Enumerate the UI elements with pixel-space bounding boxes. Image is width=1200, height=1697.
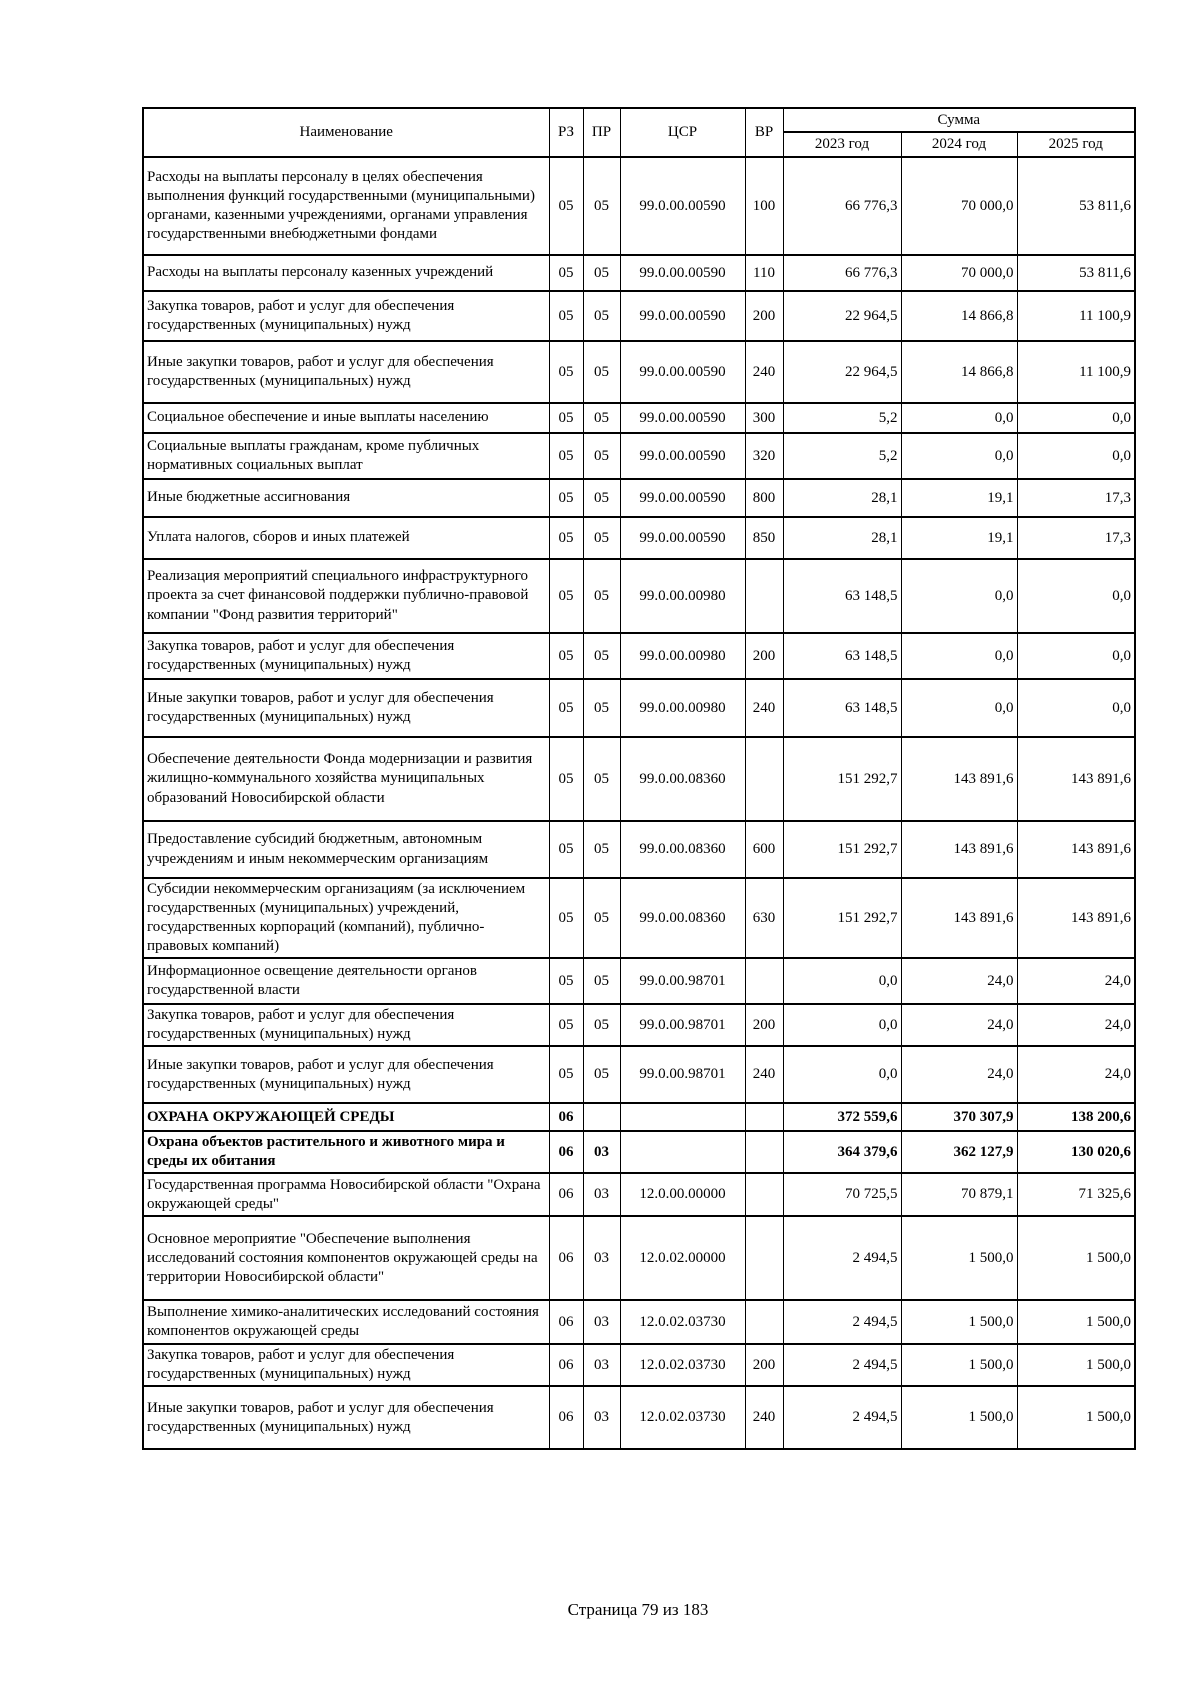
cell-csr: 99.0.00.00590 xyxy=(620,433,745,479)
table-row xyxy=(143,479,1135,517)
cell-rz: 05 xyxy=(549,1004,583,1046)
cell-rz: 05 xyxy=(549,433,583,479)
cell-2025: 143 891,6 xyxy=(1017,737,1135,821)
table-row xyxy=(143,1344,1135,1386)
cell-2025: 24,0 xyxy=(1017,1046,1135,1103)
table-row xyxy=(143,157,1135,255)
cell-name: Иные закупки товаров, работ и услуг для обеспечения государственных (муниципальных) нужд xyxy=(143,1046,549,1103)
cell-2023: 70 725,5 xyxy=(783,1173,901,1216)
cell-csr: 99.0.00.08360 xyxy=(620,821,745,878)
cell-2023: 2 494,5 xyxy=(783,1386,901,1449)
cell-2025: 17,3 xyxy=(1017,479,1135,517)
cell-2023: 28,1 xyxy=(783,517,901,559)
table-row xyxy=(143,291,1135,341)
cell-pr: 03 xyxy=(583,1344,620,1386)
cell-rz: 06 xyxy=(549,1386,583,1449)
cell-rz: 05 xyxy=(549,403,583,433)
cell-pr: 03 xyxy=(583,1131,620,1173)
cell-csr: 12.0.02.03730 xyxy=(620,1386,745,1449)
cell-csr: 99.0.00.00590 xyxy=(620,291,745,341)
budget-table xyxy=(142,107,1136,1450)
cell-rz: 05 xyxy=(549,1046,583,1103)
cell-vr: 200 xyxy=(745,291,783,341)
cell-2024: 362 127,9 xyxy=(901,1131,1017,1173)
cell-csr: 99.0.00.00590 xyxy=(620,403,745,433)
cell-2025: 138 200,6 xyxy=(1017,1103,1135,1131)
cell-2025: 11 100,9 xyxy=(1017,341,1135,403)
cell-csr: 99.0.00.00590 xyxy=(620,517,745,559)
cell-csr: 99.0.00.00590 xyxy=(620,479,745,517)
cell-vr: 100 xyxy=(745,157,783,255)
table-row xyxy=(143,633,1135,679)
cell-pr: 05 xyxy=(583,255,620,291)
cell-2024: 1 500,0 xyxy=(901,1386,1017,1449)
cell-pr: 05 xyxy=(583,433,620,479)
cell-rz: 06 xyxy=(549,1344,583,1386)
cell-vr xyxy=(745,737,783,821)
cell-name: Закупка товаров, работ и услуг для обеспечения государственных (муниципальных) нужд xyxy=(143,1004,549,1046)
table-row xyxy=(143,559,1135,633)
table-row xyxy=(143,403,1135,433)
cell-name: Предоставление субсидий бюджетным, автономным учреждениям и иным некоммерческим организациям xyxy=(143,821,549,878)
cell-vr: 240 xyxy=(745,1386,783,1449)
table-row xyxy=(143,679,1135,737)
cell-rz: 05 xyxy=(549,291,583,341)
cell-2023: 151 292,7 xyxy=(783,821,901,878)
cell-2023: 63 148,5 xyxy=(783,559,901,633)
cell-pr: 05 xyxy=(583,291,620,341)
cell-2024: 24,0 xyxy=(901,1004,1017,1046)
table-row xyxy=(143,1173,1135,1216)
cell-pr: 05 xyxy=(583,679,620,737)
cell-pr: 05 xyxy=(583,737,620,821)
cell-name: Основное мероприятие "Обеспечение выполнения исследований состояния компонентов окружающей среды на территории Новосибирской области" xyxy=(143,1216,549,1300)
cell-rz: 06 xyxy=(549,1216,583,1300)
cell-2025: 1 500,0 xyxy=(1017,1386,1135,1449)
cell-2023: 0,0 xyxy=(783,1046,901,1103)
cell-vr: 300 xyxy=(745,403,783,433)
cell-pr: 05 xyxy=(583,341,620,403)
cell-2024: 0,0 xyxy=(901,403,1017,433)
cell-name: Обеспечение деятельности Фонда модернизации и развития жилищно-коммунального хозяйства муниципальных образований Новосибирской области xyxy=(143,737,549,821)
cell-csr: 99.0.00.00590 xyxy=(620,255,745,291)
cell-rz: 05 xyxy=(549,633,583,679)
cell-2025: 130 020,6 xyxy=(1017,1131,1135,1173)
cell-rz: 06 xyxy=(549,1131,583,1173)
col-header-2025: 2025 год xyxy=(1017,132,1135,157)
cell-vr xyxy=(745,958,783,1004)
cell-2023: 0,0 xyxy=(783,958,901,1004)
table-row xyxy=(143,1046,1135,1103)
cell-name: Закупка товаров, работ и услуг для обеспечения государственных (муниципальных) нужд xyxy=(143,1344,549,1386)
cell-2024: 24,0 xyxy=(901,958,1017,1004)
cell-vr: 240 xyxy=(745,341,783,403)
table-row xyxy=(143,341,1135,403)
cell-pr: 05 xyxy=(583,633,620,679)
cell-csr: 99.0.00.98701 xyxy=(620,1004,745,1046)
cell-rz: 05 xyxy=(549,737,583,821)
cell-2024: 0,0 xyxy=(901,679,1017,737)
cell-name: Иные закупки товаров, работ и услуг для обеспечения государственных (муниципальных) нужд xyxy=(143,1386,549,1449)
page-number-footer: Страница 79 из 183 xyxy=(567,1600,709,1619)
cell-2024: 70 000,0 xyxy=(901,255,1017,291)
table-row xyxy=(143,1386,1135,1449)
cell-csr: 99.0.00.08360 xyxy=(620,737,745,821)
cell-vr: 600 xyxy=(745,821,783,878)
cell-2025: 1 500,0 xyxy=(1017,1300,1135,1344)
table-row xyxy=(143,1131,1135,1173)
cell-vr xyxy=(745,1173,783,1216)
cell-2025: 0,0 xyxy=(1017,679,1135,737)
cell-2025: 0,0 xyxy=(1017,559,1135,633)
cell-vr xyxy=(745,1103,783,1131)
cell-pr: 05 xyxy=(583,517,620,559)
cell-rz: 05 xyxy=(549,679,583,737)
cell-2024: 1 500,0 xyxy=(901,1300,1017,1344)
cell-pr: 03 xyxy=(583,1216,620,1300)
cell-csr: 12.0.02.03730 xyxy=(620,1344,745,1386)
col-header-pr: ПР xyxy=(583,108,620,157)
cell-2025: 143 891,6 xyxy=(1017,821,1135,878)
cell-vr: 110 xyxy=(745,255,783,291)
cell-2023: 63 148,5 xyxy=(783,679,901,737)
cell-rz: 06 xyxy=(549,1103,583,1131)
cell-rz: 05 xyxy=(549,878,583,958)
cell-vr: 850 xyxy=(745,517,783,559)
cell-2023: 22 964,5 xyxy=(783,291,901,341)
cell-2023: 151 292,7 xyxy=(783,878,901,958)
cell-2025: 1 500,0 xyxy=(1017,1344,1135,1386)
col-header-csr: ЦСР xyxy=(620,108,745,157)
cell-2024: 370 307,9 xyxy=(901,1103,1017,1131)
cell-2023: 364 379,6 xyxy=(783,1131,901,1173)
cell-pr xyxy=(583,1103,620,1131)
table-row xyxy=(143,1004,1135,1046)
cell-csr: 99.0.00.98701 xyxy=(620,1046,745,1103)
header-row-1 xyxy=(143,108,1135,132)
cell-pr: 03 xyxy=(583,1300,620,1344)
table-row xyxy=(143,433,1135,479)
cell-name: Социальные выплаты гражданам, кроме публичных нормативных социальных выплат xyxy=(143,433,549,479)
cell-name: Субсидии некоммерческим организациям (за исключением государственных (муниципальных) учреждений, государственных корпораций (компаний), публично-правовых компаний) xyxy=(143,878,549,958)
table-row xyxy=(143,255,1135,291)
col-header-name: Наименование xyxy=(143,108,549,157)
cell-name: Иные закупки товаров, работ и услуг для обеспечения государственных (муниципальных) нужд xyxy=(143,341,549,403)
cell-2025: 71 325,6 xyxy=(1017,1173,1135,1216)
cell-2023: 2 494,5 xyxy=(783,1216,901,1300)
cell-pr: 05 xyxy=(583,403,620,433)
cell-vr: 240 xyxy=(745,679,783,737)
table-row xyxy=(143,878,1135,958)
cell-name: Иные закупки товаров, работ и услуг для обеспечения государственных (муниципальных) нужд xyxy=(143,679,549,737)
cell-pr: 05 xyxy=(583,958,620,1004)
table-row xyxy=(143,517,1135,559)
cell-2025: 17,3 xyxy=(1017,517,1135,559)
cell-csr: 99.0.00.98701 xyxy=(620,958,745,1004)
cell-2025: 11 100,9 xyxy=(1017,291,1135,341)
cell-2025: 53 811,6 xyxy=(1017,157,1135,255)
col-header-2023: 2023 год xyxy=(783,132,901,157)
cell-2024: 14 866,8 xyxy=(901,291,1017,341)
cell-2024: 0,0 xyxy=(901,559,1017,633)
cell-2024: 19,1 xyxy=(901,479,1017,517)
cell-csr: 99.0.00.08360 xyxy=(620,878,745,958)
cell-name: Государственная программа Новосибирской области "Охрана окружающей среды" xyxy=(143,1173,549,1216)
cell-vr xyxy=(745,1131,783,1173)
cell-vr: 200 xyxy=(745,1004,783,1046)
cell-2024: 24,0 xyxy=(901,1046,1017,1103)
cell-2023: 2 494,5 xyxy=(783,1300,901,1344)
cell-2023: 63 148,5 xyxy=(783,633,901,679)
cell-pr: 05 xyxy=(583,821,620,878)
cell-name: Информационное освещение деятельности органов государственной власти xyxy=(143,958,549,1004)
cell-vr xyxy=(745,559,783,633)
cell-2024: 143 891,6 xyxy=(901,878,1017,958)
cell-rz: 05 xyxy=(549,559,583,633)
cell-2025: 53 811,6 xyxy=(1017,255,1135,291)
cell-2023: 66 776,3 xyxy=(783,157,901,255)
cell-vr: 240 xyxy=(745,1046,783,1103)
cell-2025: 24,0 xyxy=(1017,958,1135,1004)
cell-2023: 28,1 xyxy=(783,479,901,517)
cell-name: Иные бюджетные ассигнования xyxy=(143,479,549,517)
cell-csr xyxy=(620,1103,745,1131)
cell-rz: 06 xyxy=(549,1173,583,1216)
cell-rz: 05 xyxy=(549,821,583,878)
cell-2024: 1 500,0 xyxy=(901,1216,1017,1300)
cell-csr: 12.0.02.03730 xyxy=(620,1300,745,1344)
col-header-2024: 2024 год xyxy=(901,132,1017,157)
cell-vr: 800 xyxy=(745,479,783,517)
cell-name: Закупка товаров, работ и услуг для обеспечения государственных (муниципальных) нужд xyxy=(143,633,549,679)
cell-rz: 05 xyxy=(549,157,583,255)
cell-2024: 0,0 xyxy=(901,633,1017,679)
table-row xyxy=(143,737,1135,821)
table-row xyxy=(143,1103,1135,1131)
cell-name: Социальное обеспечение и иные выплаты населению xyxy=(143,403,549,433)
cell-rz: 05 xyxy=(549,958,583,1004)
cell-2023: 0,0 xyxy=(783,1004,901,1046)
cell-rz: 05 xyxy=(549,517,583,559)
cell-2023: 5,2 xyxy=(783,403,901,433)
table-row xyxy=(143,821,1135,878)
col-header-sum: Сумма xyxy=(783,108,1135,132)
cell-vr: 320 xyxy=(745,433,783,479)
cell-vr: 630 xyxy=(745,878,783,958)
cell-csr: 99.0.00.00590 xyxy=(620,157,745,255)
cell-2024: 19,1 xyxy=(901,517,1017,559)
cell-2023: 372 559,6 xyxy=(783,1103,901,1131)
cell-csr: 99.0.00.00590 xyxy=(620,341,745,403)
cell-2024: 143 891,6 xyxy=(901,821,1017,878)
cell-pr: 05 xyxy=(583,878,620,958)
cell-name: Уплата налогов, сборов и иных платежей xyxy=(143,517,549,559)
cell-csr: 12.0.02.00000 xyxy=(620,1216,745,1300)
cell-pr: 05 xyxy=(583,1004,620,1046)
cell-2024: 143 891,6 xyxy=(901,737,1017,821)
cell-name: Выполнение химико-аналитических исследований состояния компонентов окружающей среды xyxy=(143,1300,549,1344)
cell-vr: 200 xyxy=(745,633,783,679)
cell-2024: 1 500,0 xyxy=(901,1344,1017,1386)
cell-pr: 05 xyxy=(583,559,620,633)
cell-name: Закупка товаров, работ и услуг для обеспечения государственных (муниципальных) нужд xyxy=(143,291,549,341)
table-row xyxy=(143,958,1135,1004)
cell-2024: 14 866,8 xyxy=(901,341,1017,403)
cell-2025: 0,0 xyxy=(1017,403,1135,433)
cell-2023: 151 292,7 xyxy=(783,737,901,821)
cell-vr xyxy=(745,1216,783,1300)
cell-2024: 0,0 xyxy=(901,433,1017,479)
cell-vr xyxy=(745,1300,783,1344)
cell-2025: 24,0 xyxy=(1017,1004,1135,1046)
cell-pr: 03 xyxy=(583,1386,620,1449)
cell-2023: 66 776,3 xyxy=(783,255,901,291)
table-row xyxy=(143,1216,1135,1300)
table-row xyxy=(143,1300,1135,1344)
cell-rz: 05 xyxy=(549,479,583,517)
cell-name: ОХРАНА ОКРУЖАЮЩЕЙ СРЕДЫ xyxy=(143,1103,549,1131)
cell-2025: 1 500,0 xyxy=(1017,1216,1135,1300)
cell-rz: 05 xyxy=(549,255,583,291)
cell-csr: 12.0.00.00000 xyxy=(620,1173,745,1216)
col-header-rz: РЗ xyxy=(549,108,583,157)
cell-2023: 22 964,5 xyxy=(783,341,901,403)
cell-pr: 05 xyxy=(583,1046,620,1103)
cell-pr: 05 xyxy=(583,479,620,517)
cell-csr: 99.0.00.00980 xyxy=(620,633,745,679)
cell-name: Расходы на выплаты персоналу казенных учреждений xyxy=(143,255,549,291)
cell-2025: 0,0 xyxy=(1017,433,1135,479)
cell-name: Реализация мероприятий специального инфраструктурного проекта за счет финансовой поддержки публично-правовой компании "Фонд развития территорий" xyxy=(143,559,549,633)
cell-rz: 05 xyxy=(549,341,583,403)
table-body xyxy=(143,157,1135,1449)
cell-pr: 05 xyxy=(583,157,620,255)
cell-csr xyxy=(620,1131,745,1173)
cell-2024: 70 879,1 xyxy=(901,1173,1017,1216)
cell-rz: 06 xyxy=(549,1300,583,1344)
cell-name: Расходы на выплаты персоналу в целях обеспечения выполнения функций государственными (муниципальными) органами, казенными учреждениями, органами управления государственными внебюджетными фондами xyxy=(143,157,549,255)
cell-2025: 143 891,6 xyxy=(1017,878,1135,958)
col-header-vr: ВР xyxy=(745,108,783,157)
cell-2023: 5,2 xyxy=(783,433,901,479)
cell-vr: 200 xyxy=(745,1344,783,1386)
cell-csr: 99.0.00.00980 xyxy=(620,559,745,633)
cell-2024: 70 000,0 xyxy=(901,157,1017,255)
cell-2025: 0,0 xyxy=(1017,633,1135,679)
cell-name: Охрана объектов растительного и животного мира и среды их обитания xyxy=(143,1131,549,1173)
cell-csr: 99.0.00.00980 xyxy=(620,679,745,737)
cell-2023: 2 494,5 xyxy=(783,1344,901,1386)
cell-pr: 03 xyxy=(583,1173,620,1216)
